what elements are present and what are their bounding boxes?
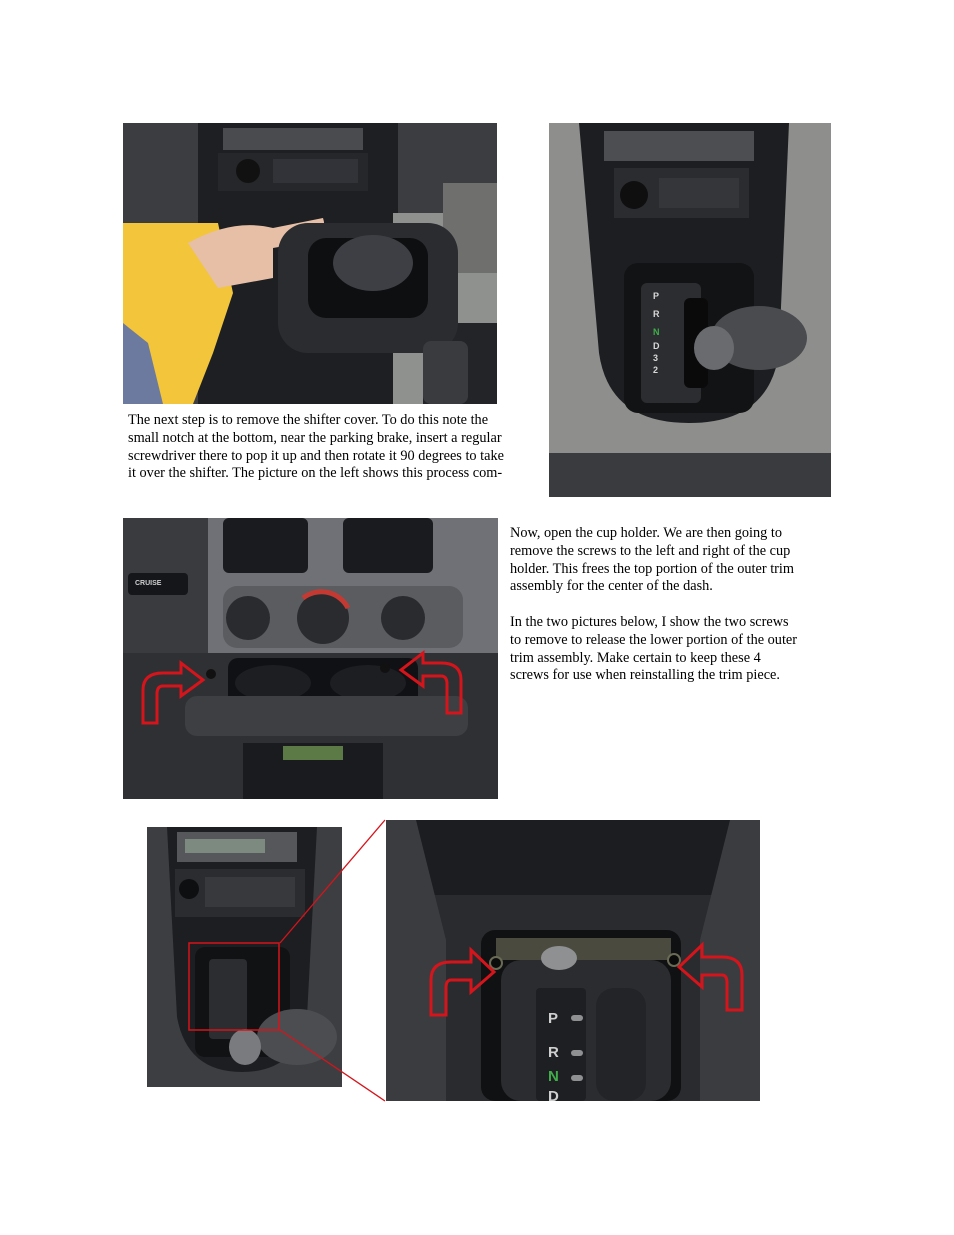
caption-line: to remove to release the lower portion of the outer <box>510 631 798 648</box>
gear-r-label: R <box>548 1044 559 1061</box>
caption-line: screwdriver there to pop it up and then rotate it 90 degrees to take <box>128 447 504 464</box>
gear-r-label: R <box>653 309 660 319</box>
caption-line: Now, open the cup holder. We are then going to <box>510 525 783 541</box>
caption-line: screws for use when reinstalling the trim piece. <box>510 667 780 684</box>
photo-shifter-exposed <box>549 123 831 497</box>
gear-d-label: D <box>653 341 660 351</box>
gear-p-label: P <box>548 1010 559 1027</box>
gear-n-label: N <box>548 1068 559 1085</box>
gear-2-label: 2 <box>653 365 659 375</box>
photo-shifter-screws-zoom <box>386 820 760 1101</box>
caption-line: small notch at the bottom, near the parking brake, insert a regular <box>128 429 502 446</box>
caption-line: it over the shifter. The picture on the left shows this process com- <box>128 465 503 482</box>
caption-line: assembly for the center of the dash. <box>510 578 713 595</box>
caption-line: The next step is to remove the shifter cover. To do this note the <box>128 412 489 428</box>
photo-cup-holder-screws <box>123 518 498 799</box>
gear-3-label: 3 <box>653 353 659 363</box>
photo-console-overview <box>147 827 342 1087</box>
gear-d-label: D <box>548 1088 559 1101</box>
caption-remove-shifter-cover <box>128 412 504 483</box>
cruise-button-label: CRUISE <box>135 580 162 587</box>
caption-open-cup-holder <box>510 525 797 685</box>
gear-p-label: P <box>653 291 660 301</box>
caption-line: In the two pictures below, I show the two screws <box>510 613 789 630</box>
caption-line: remove the screws to the left and right of the cup <box>510 542 791 559</box>
caption-line: holder. This frees the top portion of the outer trim <box>510 560 795 577</box>
photo-shifter-cover-removed <box>123 123 497 404</box>
caption-line: trim assembly. Make certain to keep these 4 <box>510 649 761 666</box>
gear-n-label: N <box>653 327 660 337</box>
